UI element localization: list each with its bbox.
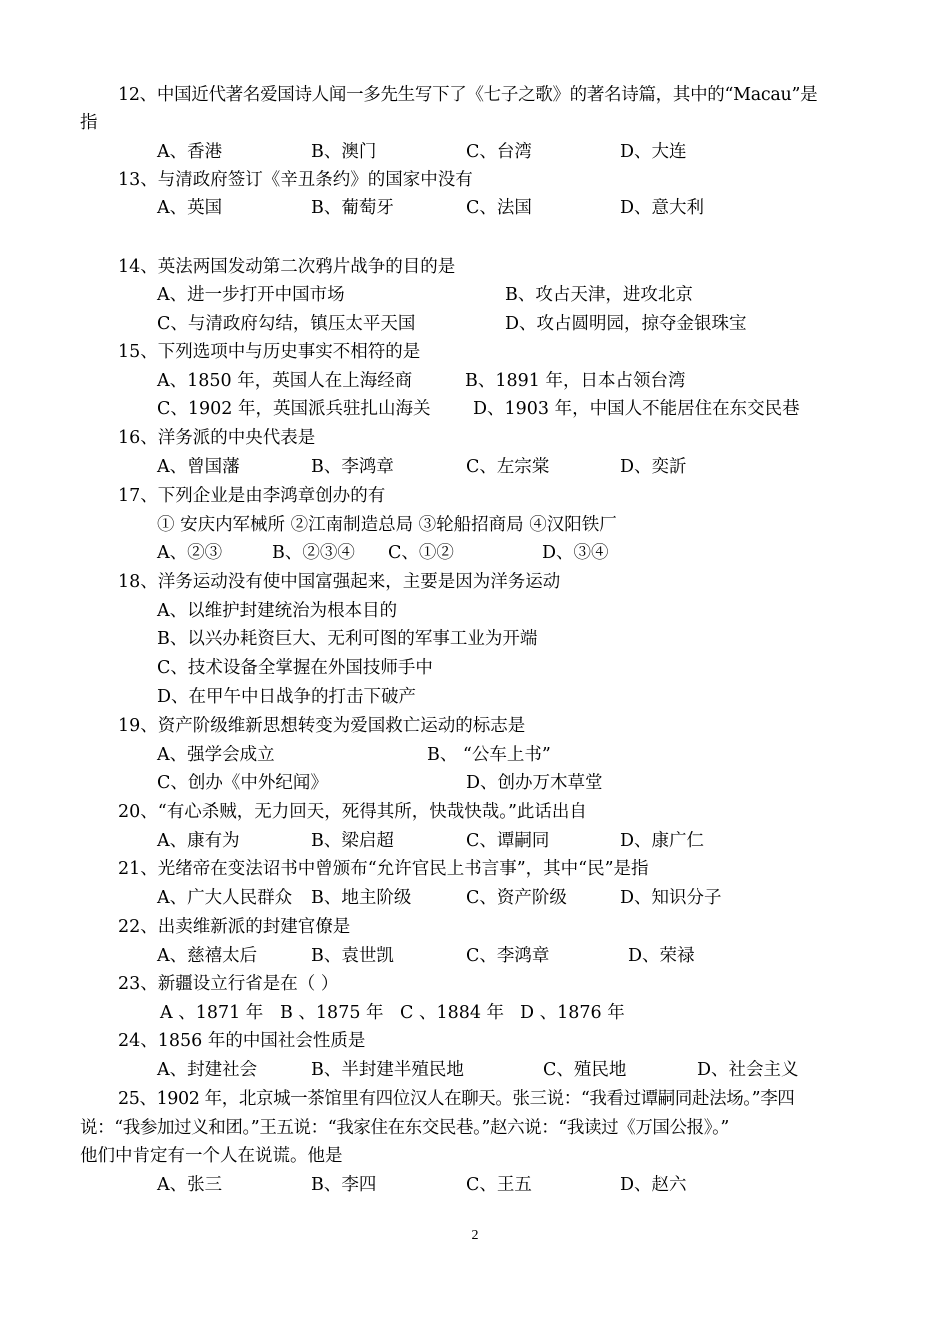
option-a: A、广大人民群众	[157, 888, 293, 908]
option-d: D、康广仁	[620, 831, 705, 851]
question-22-stem: 22、出卖维新派的封建官僚是	[118, 917, 351, 937]
question-25-stem-cont2: 他们中肯定有一个人在说谎。他是	[80, 1146, 343, 1166]
option-d: D、奕訢	[620, 457, 687, 477]
question-20-stem: 20、“有心杀贼，无力回天，死得其所，快哉快哉。”此话出自	[118, 802, 587, 822]
question-17-stem: 17、下列企业是由李鸿章创办的有	[118, 486, 386, 506]
option-b: B、1891 年，日本占领台湾	[465, 371, 686, 391]
option-a: A、张三	[157, 1175, 223, 1195]
option-a: A、英国	[157, 198, 223, 218]
option-a: A、1850 年，英国人在上海经商	[157, 371, 413, 391]
question-25-stem: 25、1902 年，北京城一茶馆里有四位汉人在聊天。张三说：“我看过谭嗣同赴法场。”李四	[118, 1089, 795, 1109]
question-12-stem: 12、中国近代著名爱国诗人闻一多先生写下了《七子之歌》的著名诗篇，其中的“Macau”是	[118, 85, 818, 105]
option-a: A、强学会成立	[157, 745, 275, 765]
option-d: D 、1876 年	[520, 1003, 625, 1023]
option-c: C、谭嗣同	[466, 831, 550, 851]
option-b: B、袁世凯	[311, 946, 394, 966]
option-c: C、王五	[466, 1175, 532, 1195]
option-b: B、澳门	[311, 142, 377, 162]
option-c: C、左宗棠	[466, 457, 550, 477]
option-c: C、李鸿章	[466, 946, 550, 966]
option-a: A、以维护封建统治为根本目的	[157, 601, 398, 621]
option-d: D、荣禄	[628, 946, 695, 966]
option-c: C、技术设备全掌握在外国技师手中	[157, 658, 433, 678]
option-b: B、李四	[311, 1175, 377, 1195]
question-16-stem: 16、洋务派的中央代表是	[118, 428, 316, 448]
option-b: B、攻占天津，进攻北京	[505, 285, 693, 305]
option-d: D、在甲午中日战争的打击下破产	[157, 687, 417, 707]
option-d: D、1903 年，中国人不能居住在东交民巷	[473, 399, 800, 419]
option-b: B、葡萄牙	[311, 198, 394, 218]
question-21-stem: 21、光绪帝在变法诏书中曾颁布“允许官民上书言事”，其中“民”是指	[118, 859, 649, 879]
question-19-stem: 19、资产阶级维新思想转变为爱国救亡运动的标志是	[118, 716, 526, 736]
option-b: B、②③④	[272, 543, 355, 563]
option-a: A、慈禧太后	[157, 946, 258, 966]
question-14-stem: 14、英法两国发动第二次鸦片战争的目的是	[118, 257, 456, 277]
page-number: 2	[471, 1228, 479, 1243]
option-b: B、李鸿章	[311, 457, 394, 477]
question-24-stem: 24、1856 年的中国社会性质是	[118, 1031, 366, 1051]
option-c: C、殖民地	[543, 1060, 627, 1080]
option-c: C、1902 年，英国派兵驻扎山海关	[157, 399, 431, 419]
option-d: D、攻占圆明园，掠夺金银珠宝	[505, 314, 747, 334]
option-c: C、创办《中外纪闻》	[157, 773, 328, 793]
option-a: A、香港	[157, 142, 223, 162]
option-c: C 、1884 年	[400, 1003, 505, 1023]
option-d: D、创办万木草堂	[466, 773, 603, 793]
option-a: A 、1871 年	[160, 1003, 264, 1023]
option-b: B、以兴办耗资巨大、无利可图的军事工业为开端	[157, 629, 538, 649]
option-d: D、社会主义	[697, 1060, 799, 1080]
option-c: C、与清政府勾结，镇压太平天国	[157, 314, 416, 334]
option-a: A、曾国藩	[157, 457, 240, 477]
question-23-stem: 23、新疆设立行省是在（ ）	[118, 974, 339, 994]
option-c: C、资产阶级	[466, 888, 567, 908]
question-18-stem: 18、洋务运动没有使中国富强起来，主要是因为洋务运动	[118, 572, 561, 592]
option-d: D、赵六	[620, 1175, 687, 1195]
option-a: A、康有为	[157, 831, 240, 851]
question-12-stem-cont: 指	[80, 113, 98, 133]
option-b: B、梁启超	[311, 831, 394, 851]
option-d: D、大连	[620, 142, 687, 162]
option-c: C、台湾	[466, 142, 532, 162]
option-d: D、知识分子	[620, 888, 722, 908]
option-d: D、意大利	[620, 198, 705, 218]
option-b: B、地主阶级	[311, 888, 412, 908]
option-a: A、封建社会	[157, 1060, 258, 1080]
question-13-stem: 13、与清政府签订《辛丑条约》的国家中没有	[118, 170, 473, 190]
option-a: A、进一步打开中国市场	[157, 285, 345, 305]
option-a: A、②③	[157, 543, 223, 563]
option-b: B 、1875 年	[280, 1003, 384, 1023]
question-25-stem-cont: 说：“我参加过义和团。”王五说：“我家住在东交民巷。”赵六说：“我读过《万国公报》。”	[80, 1118, 729, 1138]
option-c: C、法国	[466, 198, 532, 218]
question-17-items: ① 安庆内军械所 ②江南制造总局 ③轮船招商局 ④汉阳铁厂	[157, 515, 617, 535]
option-d: D、③④	[542, 543, 609, 563]
option-c: C、①②	[388, 543, 454, 563]
option-b: B、半封建半殖民地	[311, 1060, 464, 1080]
question-15-stem: 15、下列选项中与历史事实不相符的是	[118, 342, 421, 362]
option-b: B、 “公车上书”	[427, 745, 551, 765]
